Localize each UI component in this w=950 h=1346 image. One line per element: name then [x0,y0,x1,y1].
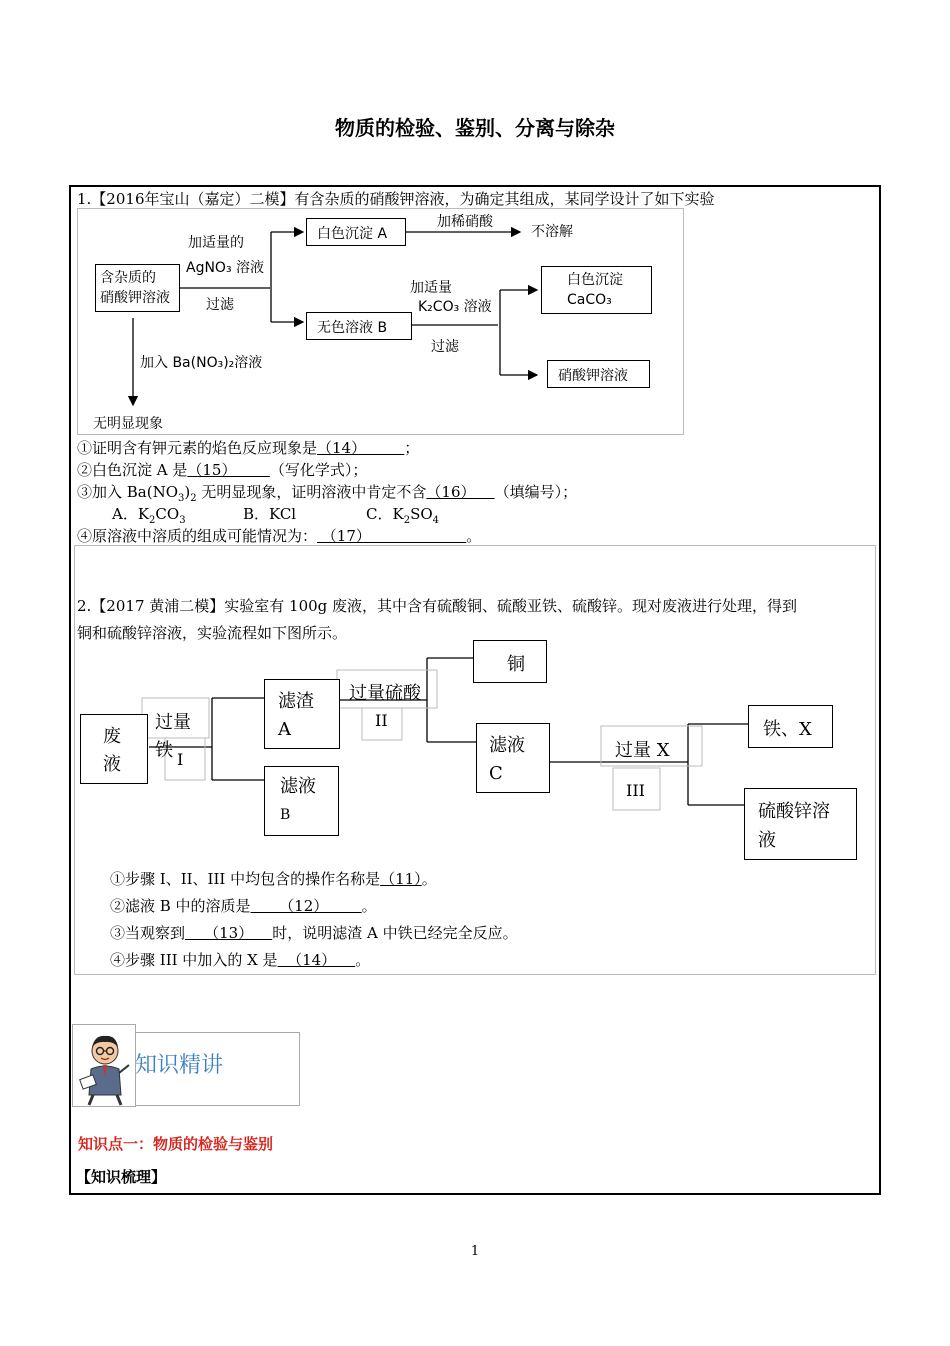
q2-znso4-box [744,788,857,860]
teacher-icon [73,1025,135,1106]
q1-step-agno3-line1: 加适量的 [188,235,244,251]
q2-step3: III [626,781,645,800]
q2-item-4-blank: （14） [277,951,356,969]
q1-option-a-text: A．K [112,505,150,523]
q2-item-4-end: 。 [355,951,371,969]
q2-znso4-line2: 液 [758,830,776,851]
q1-start-line2: 硝酸钾溶液 [100,290,170,306]
teacher-avatar [72,1024,136,1107]
q2-excess-h2so4: 过量硫酸 [349,683,421,704]
q1-step-k2co3-line1: 加适量 [410,280,452,296]
q2-step2: II [375,711,388,730]
q2-residue-a-box [264,679,340,749]
q2-waste-line2: 液 [103,754,121,775]
q2-item-1-end: 。 [421,870,437,888]
q1-header: 1.【2016年宝山（嘉定）二模】有含杂质的硝酸钾溶液，为确定其组成，某同学设计了如下实验 [77,190,715,208]
q2-copper-box: 铜 [473,640,547,683]
q2-waste-box [80,714,148,784]
q2-excess-iron-line2: 铁 [155,740,173,761]
q2-header-line1: 2.【2017 黄浦二模】实验室有 100g 废液，其中含有硫酸铜、硫酸亚铁、硫酸锌。现对废液进行处理，得到 [77,597,798,615]
q2-item-3-blank: （13） [185,924,273,942]
q2-excess-x: 过量 X [615,740,670,761]
q1-option-b: B．KCl [243,505,297,523]
q2-step1: I [177,750,184,769]
q1-caco3-line2: CaCO₃ [567,292,612,308]
q2-item-1 [110,870,437,888]
q1-solution-b-box: 无色溶液 B [306,312,412,340]
q1-step-agno3-line2: AgNO₃ 溶液 [186,260,265,276]
q1-option-c-sub2: 4 [432,515,440,526]
page-title: 物质的检验、鉴别、分离与除杂 [335,116,615,140]
knowledge-point-1: 知识点一：物质的检验与鉴别 [78,1135,274,1153]
q1-kno3-box: 硝酸钾溶液 [547,360,650,388]
q1-option-a-text2: CO [155,505,180,523]
q1-item-2-end: （写化学式）； [269,461,368,479]
q1-option-a-sub1: 2 [149,515,156,526]
q1-item-4-text: ④原溶液中溶质的组成可能情况为： [77,527,318,545]
knowledge-review: 【知识梳理】 [76,1168,167,1186]
q2-item-3-end: 时，说明滤渣 A 中铁已经完全反应。 [272,924,518,942]
q2-item-1-text: ①步骤 I、II、III 中均包含的操作名称是 [110,870,381,888]
q1-item-1-blank: （14） [317,439,405,457]
q1-item-3-text: ③加入 Ba(NO [77,483,179,501]
q2-item-2 [110,897,377,915]
q1-no-change: 无明显现象 [93,416,163,432]
q2-item-4-text: ④步骤 III 中加入的 X 是 [110,951,278,969]
q2-residue-a-line2: A [278,719,291,740]
q2-filtrate-c-line1: 滤液 [489,735,525,756]
q1-item-3-sub2: 2 [190,493,197,504]
q1-option-c-sub1: 2 [403,515,411,526]
q2-item-1-blank: （11） [380,870,422,888]
q1-precip-a-box: 白色沉淀 A [306,218,406,246]
q2-item-3-text: ③当观察到 [110,924,186,942]
q1-start-line1: 含杂质的 [100,270,156,286]
q2-residue-a-line1: 滤渣 [278,691,314,712]
q1-option-c-text: C．K [366,505,404,523]
q1-item-1-end: ； [404,439,420,457]
q2-iron-x-box: 铁、X [748,705,833,748]
q2-item-4 [110,951,370,969]
q1-filter2: 过滤 [431,339,459,355]
q1-option-c-text2: SO [410,505,433,523]
q1-item-3-text2: 无明显现象，证明溶液中肯定不含 [196,483,427,501]
q1-item-3-end: （填编号）； [494,483,578,501]
q2-filtrate-c-line2: C [489,763,503,784]
q2-item-2-blank: （12） [250,897,362,915]
q2-filtrate-b-line2: B [280,807,291,823]
q1-item-2-text: ②白色沉淀 A 是 [77,461,188,479]
q1-option-a-sub2: 3 [179,515,186,526]
q1-caco3-line1: 白色沉淀 [567,272,623,288]
q1-dilute-hno3: 加稀硝酸 [437,214,493,230]
q2-item-3 [110,924,518,942]
page-number: 1 [470,1244,480,1259]
q1-item-2-blank: （15） [187,461,270,479]
knowledge-banner-title: 知识精讲 [135,1053,224,1078]
q2-filtrate-c-box [476,723,550,793]
q1-item-4-blank: （17） [317,527,467,545]
q2-item-2-end: 。 [361,897,377,915]
q2-filtrate-b-box [264,766,339,836]
q1-item-3-sub1: 3 [178,493,185,504]
q2-filtrate-b-line1: 滤液 [280,776,316,797]
q1-item-1-text: ①证明含有钾元素的焰色反应现象是 [77,439,318,457]
q1-item-4-end: 。 [466,527,482,545]
q2-item-2-text: ②滤液 B 中的溶质是 [110,897,251,915]
q1-insoluble: 不溶解 [531,224,573,240]
q2-znso4-line1: 硫酸锌溶 [758,801,830,822]
q1-step-k2co3-line2: K₂CO₃ 溶液 [418,299,492,315]
q2-waste-line1: 废 [103,726,121,747]
q2-header-line2: 铜和硫酸锌溶液，实验流程如下图所示。 [77,624,348,642]
q2-excess-iron-line1: 过量 [155,712,191,733]
q1-step-bano3: 加入 Ba(NO₃)₂溶液 [140,355,263,371]
q1-filter1: 过滤 [206,297,234,313]
q1-item-3-blank: （16） [426,483,495,501]
q1-item-3-paren: ) [184,483,191,501]
